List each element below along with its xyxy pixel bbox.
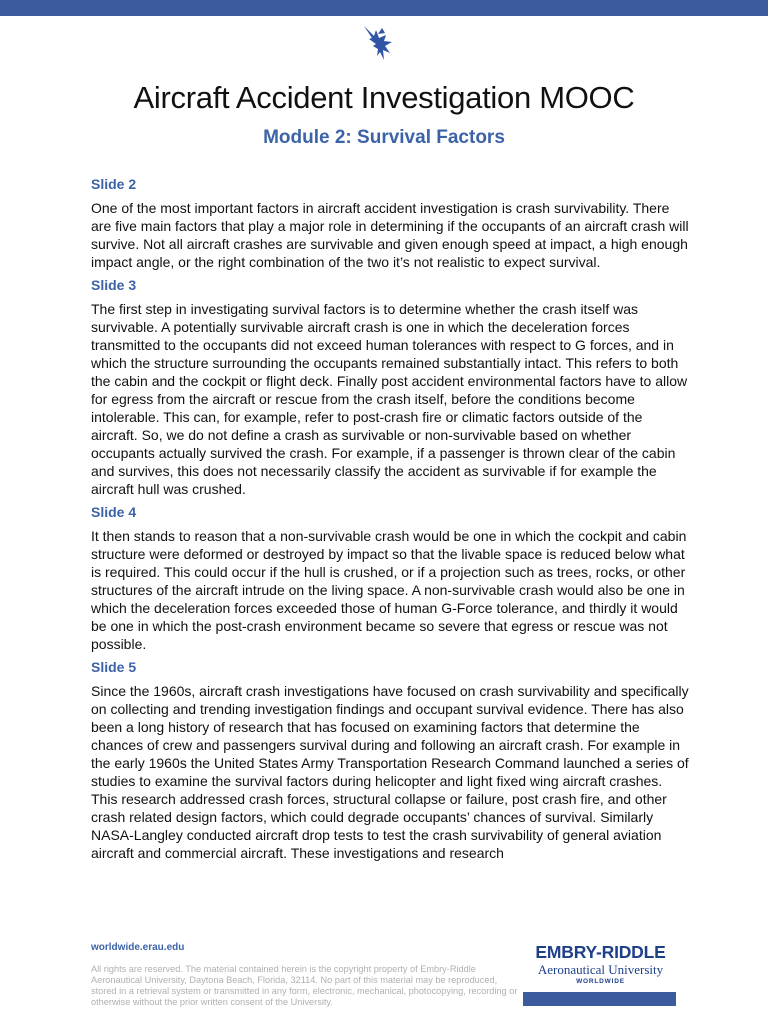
university-logo — [523, 943, 678, 1006]
footer-copyright-notice: All rights are reserved. The material contained herein is the copyright property of Embry-Riddle Aeronautical University, Daytona Beach, Florida, 32114. No part of this material may be reproduced, stored in a retrieval system or transmitted in any form, electronic, mechanical, photocopying, recording or otherwise without the prior written consent of the University. — [91, 964, 518, 1007]
footer-website-link[interactable]: worldwide.erau.edu — [91, 942, 185, 953]
slide-heading: Slide 2 — [91, 176, 137, 192]
slide-body: It then stands to reason that a non-survivable crash would be one in which the cockpit and cabin structure were deformed or destroyed by impact so that the livable space is reduced below what is required. This could occur if the hull is crushed, or if a projection such as trees, rocks, or other structures of the aircraft intrude on the living space. A non-survivable crash would also be one in which the deceleration forces exceeded those of human G-Force tolerance, and thirdly it would be one in which the post-crash environment became so severe that egress or rescue was not possible. — [91, 528, 687, 652]
section-slide-2 — [91, 175, 691, 271]
slide-body: One of the most important factors in aircraft accident investigation is crash survivability. There are five main factors that play a major role in determining if the occupants of an aircraft crash will survive. Not all aircraft crashes are survivable and given enough speed at impact, a high enough impact angle, or the right combination of the two it’s not realistic to expect survival. — [91, 200, 689, 270]
slide-heading: Slide 4 — [91, 504, 137, 520]
module-subtitle: Module 2: Survival Factors — [263, 127, 505, 148]
document-content — [91, 175, 691, 867]
section-slide-3 — [91, 276, 691, 498]
slide-heading: Slide 5 — [91, 659, 137, 675]
brand-subtitle: Aeronautical University — [537, 962, 664, 977]
section-slide-4 — [91, 503, 691, 653]
slide-body: Since the 1960s, aircraft crash investigations have focused on crash survivability and specifically on collecting and trending investigation findings and occupant survival evidence. There has also been a long history of research that has focused on examining factors that determine the chances of crew and passengers survival during and following an aircraft crash. For example in the early 1960s the United States Army Transportation Research Command launched a series of studies to examine the survival factors during helicopter and light fixed wing aircraft crashes. This research addressed crash forces, structural collapse or failure, post crash fire, and other crash related design factors, which could degrade occupants’ chances of survival. Similarly NASA-Langley conducted aircraft drop tests to test the crash survivability of general aviation aircraft and commercial aircraft. These investigations and research — [91, 683, 689, 861]
section-slide-5 — [91, 658, 691, 862]
slide-body: The first step in investigating survival factors is to determine whether the crash itself was survivable. A potentially survivable aircraft crash is one in which the deceleration forces transmitted to the occupants did not exceed human tolerances with respect to G forces, and in which the structure surrounding the occupants remained substantially intact. This refers to both the cabin and the cockpit or flight deck. Finally post accident environmental factors have to allow for egress from the aircraft or rescue from the crash itself, before the conditions become intolerable. This can, for example, refer to post-crash fire or climatic factors outside of the aircraft. So, we do not define a crash as survivable or non-survivable based on whether occupants actually survived the crash. For example, if a passenger is thrown clear of the cabin and survives, this does not necessarily classify the accident as survivable if for example the aircraft hull was crushed. — [91, 301, 688, 497]
eagle-icon — [358, 22, 398, 64]
brand-name: EMBRY-RIDDLE — [535, 942, 666, 962]
slide-heading: Slide 3 — [91, 277, 137, 293]
top-banner — [0, 0, 768, 16]
document-title: Aircraft Accident Investigation MOOC — [133, 80, 635, 115]
brand-tagline: WORLDWIDE — [576, 978, 625, 985]
brand-bar — [523, 992, 676, 1006]
